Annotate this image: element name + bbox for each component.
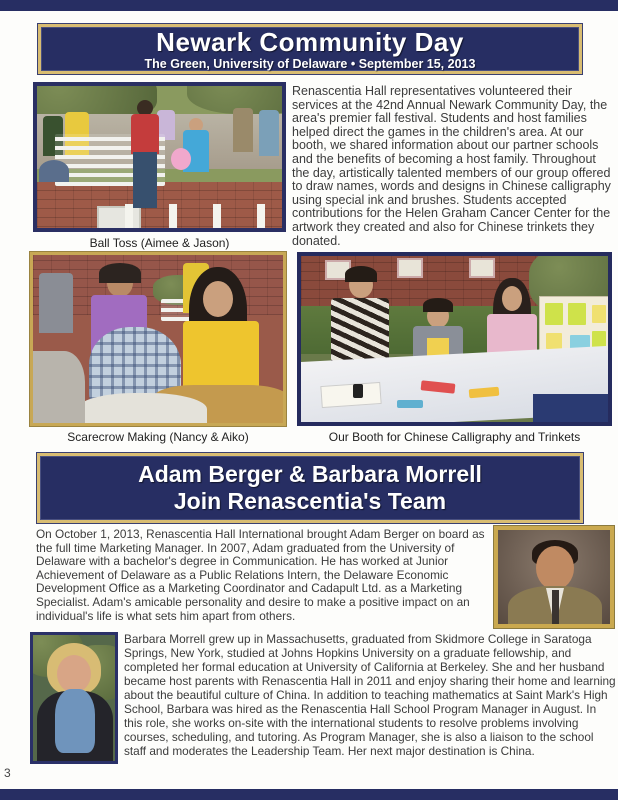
- page-number: 3: [4, 766, 11, 780]
- girl-face-art: [502, 286, 522, 311]
- fence-post-art: [257, 204, 265, 230]
- banner2-line2: Join Renascentia's Team: [173, 488, 447, 514]
- adam-face-art: [536, 546, 574, 590]
- aimee-jeans-art: [133, 152, 157, 208]
- community-day-article: Renascentia Hall representatives volunteered their services at the 42nd Annual Newark Community Day, the area's premier fall festival. Students and host families helped direct the games in the children's area. At our booth, we shared information about our partner schools and the benefits of becoming a host family. Throughout the day, artistically talented members of our group offered to draw names, words and designs in Chinese calligraphy using special ink and brushes. Students accepted contributions for the Helen Graham Cancer Center for the artwork they created and also for Chinese trinkets they donated.: [292, 84, 611, 248]
- fence-post-art: [125, 204, 133, 230]
- board-note-art: [545, 303, 563, 325]
- aimee-vest-art: [131, 114, 159, 154]
- ball-toss-caption: Ball Toss (Aimee & Jason): [89, 236, 230, 250]
- crouching-child-art: [39, 160, 69, 182]
- bystander-art: [39, 273, 73, 333]
- calligraphy-paper-art: [320, 382, 381, 408]
- nancy-hair-art: [99, 263, 141, 283]
- banner-subtitle: The Green, University of Delaware • September 15, 2013: [144, 56, 476, 71]
- window-art: [397, 258, 423, 278]
- fence-post-art: [213, 204, 221, 230]
- navy-cloth-art: [533, 394, 612, 426]
- scarecrow-caption: Scarecrow Making (Nancy & Aiko): [67, 430, 249, 444]
- adam-berger-bio: On October 1, 2013, Renascentia Hall International brought Adam Berger on board as the full time Marketing Manager. In 2007, Adam graduated from the University of Delaware with a bachelor's degree in Communication. He has worked at Junior Achievement of Delaware as a Public Relations Intern, the Delaware Economic Development Office as a Marketing Coordinator and Cadapult Ltd. as a Marketing Specialist. Adam's amicable personality and desire to make a positive impact on an individual's life is what sets him apart from others.: [36, 527, 485, 623]
- fabric-art: [33, 351, 85, 426]
- brick-pavement-art: [37, 182, 286, 232]
- ball-toss-photo: [33, 82, 286, 232]
- board-note-art: [546, 333, 562, 349]
- barbara-scarf-art: [55, 689, 95, 753]
- trinket-art: [397, 400, 423, 408]
- student-hair-art: [345, 266, 377, 282]
- booth-caption: Our Booth for Chinese Calligraphy and Trinkets: [328, 430, 581, 444]
- adam-portrait-photo: [494, 526, 614, 628]
- sack-art: [77, 393, 207, 426]
- barbara-morrell-bio: Barbara Morrell grew up in Massachusetts, graduated from Skidmore College in Saratoga Springs, New York, studied at Johns Hopkins University on a graduate fellowship, and completed her formal education at University of California at Berkeley. She and her husband became host parents with Renascentia Hall in 2011 and enjoy sharing their home and learning about the beautiful culture of China. In addition to teaching mathematics at Saint Mark's High School, Barbara was hired as the Renascentia Hall School Program Manager in August. In this role, she works on-site with the international students to resolve problems involving courses, scheduling, and tutoring. As Program Manager, she is also a liaison to the school staff and moderates the Leadership Team. Her next major destination is China.: [124, 632, 616, 758]
- target-box-art: [97, 206, 141, 232]
- board-note-art: [568, 303, 586, 325]
- newark-community-day-banner: [38, 24, 582, 74]
- scarecrow-photo: [30, 252, 286, 426]
- board-note-art: [592, 305, 606, 323]
- booth-photo: [297, 252, 612, 426]
- aiko-face-art: [203, 281, 233, 317]
- adam-tie-art: [552, 590, 559, 628]
- new-team-members-banner: [37, 453, 583, 523]
- barbara-portrait-photo: [30, 632, 118, 764]
- bottom-navy-bar: [0, 789, 618, 800]
- banner-title: Newark Community Day: [156, 26, 464, 57]
- boy-hair-art: [423, 298, 453, 312]
- fence-post-art: [169, 204, 177, 230]
- top-navy-bar: [0, 0, 618, 11]
- ink-stone-art: [353, 384, 363, 398]
- banner2-line1: Adam Berger & Barbara Morrell: [138, 461, 482, 487]
- barbara-face-art: [57, 655, 91, 693]
- crowd-person-art: [259, 110, 279, 156]
- window-art: [469, 258, 495, 278]
- crowd-person-art: [233, 108, 253, 152]
- balloon-art: [171, 148, 191, 170]
